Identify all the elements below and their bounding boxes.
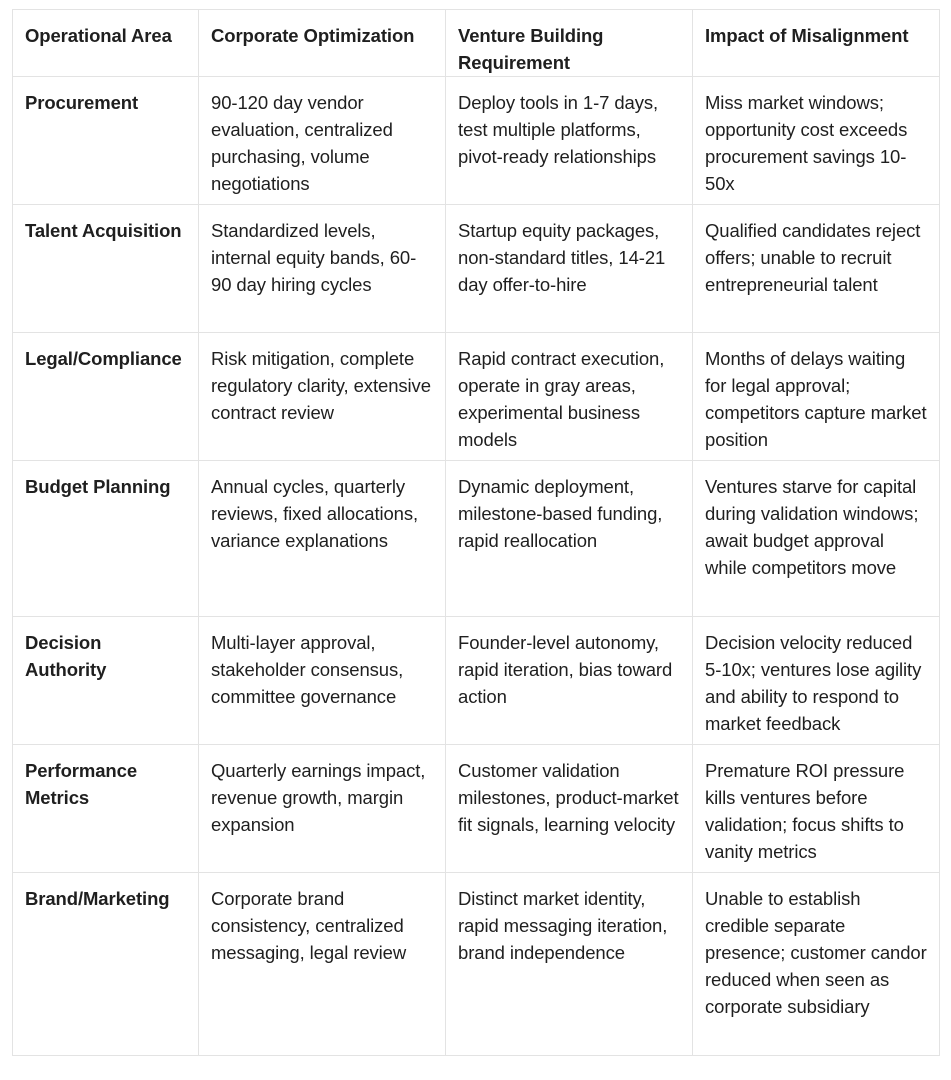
cell-area: Budget Planning	[13, 461, 199, 617]
misalignment-table	[12, 9, 940, 1056]
table-row	[13, 617, 940, 745]
header-impact-of-misalignment: Impact of Misalignment	[693, 10, 940, 77]
cell-area: Performance Metrics	[13, 745, 199, 873]
cell-venture: Deploy tools in 1-7 days, test multiple platforms, pivot-ready relationships	[446, 77, 693, 205]
table-row	[13, 333, 940, 461]
cell-venture: Distinct market identity, rapid messaging iteration, brand independence	[446, 873, 693, 1056]
cell-venture: Customer validation milestones, product-market fit signals, learning velocity	[446, 745, 693, 873]
cell-impact: Unable to establish credible separate presence; customer candor reduced when seen as corporate subsidiary	[693, 873, 940, 1056]
cell-impact: Decision velocity reduced 5-10x; ventures lose agility and ability to respond to market feedback	[693, 617, 940, 745]
cell-venture: Dynamic deployment, milestone-based funding, rapid reallocation	[446, 461, 693, 617]
cell-corporate: Annual cycles, quarterly reviews, fixed allocations, variance explanations	[199, 461, 446, 617]
cell-impact: Qualified candidates reject offers; unable to recruit entrepreneurial talent	[693, 205, 940, 333]
table-row	[13, 745, 940, 873]
header-venture-building-requirement: Venture Building Requirement	[446, 10, 693, 77]
cell-corporate: Quarterly earnings impact, revenue growth, margin expansion	[199, 745, 446, 873]
cell-impact: Miss market windows; opportunity cost exceeds procurement savings 10-50x	[693, 77, 940, 205]
cell-venture: Founder-level autonomy, rapid iteration, bias toward action	[446, 617, 693, 745]
table-row	[13, 77, 940, 205]
cell-impact: Ventures starve for capital during validation windows; await budget approval while competitors move	[693, 461, 940, 617]
cell-area: Legal/Compliance	[13, 333, 199, 461]
cell-venture: Startup equity packages, non-standard titles, 14-21 day offer-to-hire	[446, 205, 693, 333]
cell-area: Decision Authority	[13, 617, 199, 745]
cell-corporate: Risk mitigation, complete regulatory clarity, extensive contract review	[199, 333, 446, 461]
cell-impact: Premature ROI pressure kills ventures before validation; focus shifts to vanity metrics	[693, 745, 940, 873]
cell-area: Procurement	[13, 77, 199, 205]
table-row	[13, 873, 940, 1056]
header-corporate-optimization: Corporate Optimization	[199, 10, 446, 77]
cell-area: Brand/Marketing	[13, 873, 199, 1056]
table-row	[13, 205, 940, 333]
table-header-row	[13, 10, 940, 77]
cell-corporate: 90-120 day vendor evaluation, centralized purchasing, volume negotiations	[199, 77, 446, 205]
cell-corporate: Standardized levels, internal equity bands, 60-90 day hiring cycles	[199, 205, 446, 333]
cell-impact: Months of delays waiting for legal approval; competitors capture market position	[693, 333, 940, 461]
table-row	[13, 461, 940, 617]
header-operational-area: Operational Area	[13, 10, 199, 77]
cell-venture: Rapid contract execution, operate in gray areas, experimental business models	[446, 333, 693, 461]
cell-corporate: Corporate brand consistency, centralized messaging, legal review	[199, 873, 446, 1056]
cell-area: Talent Acquisition	[13, 205, 199, 333]
cell-corporate: Multi-layer approval, stakeholder consensus, committee governance	[199, 617, 446, 745]
